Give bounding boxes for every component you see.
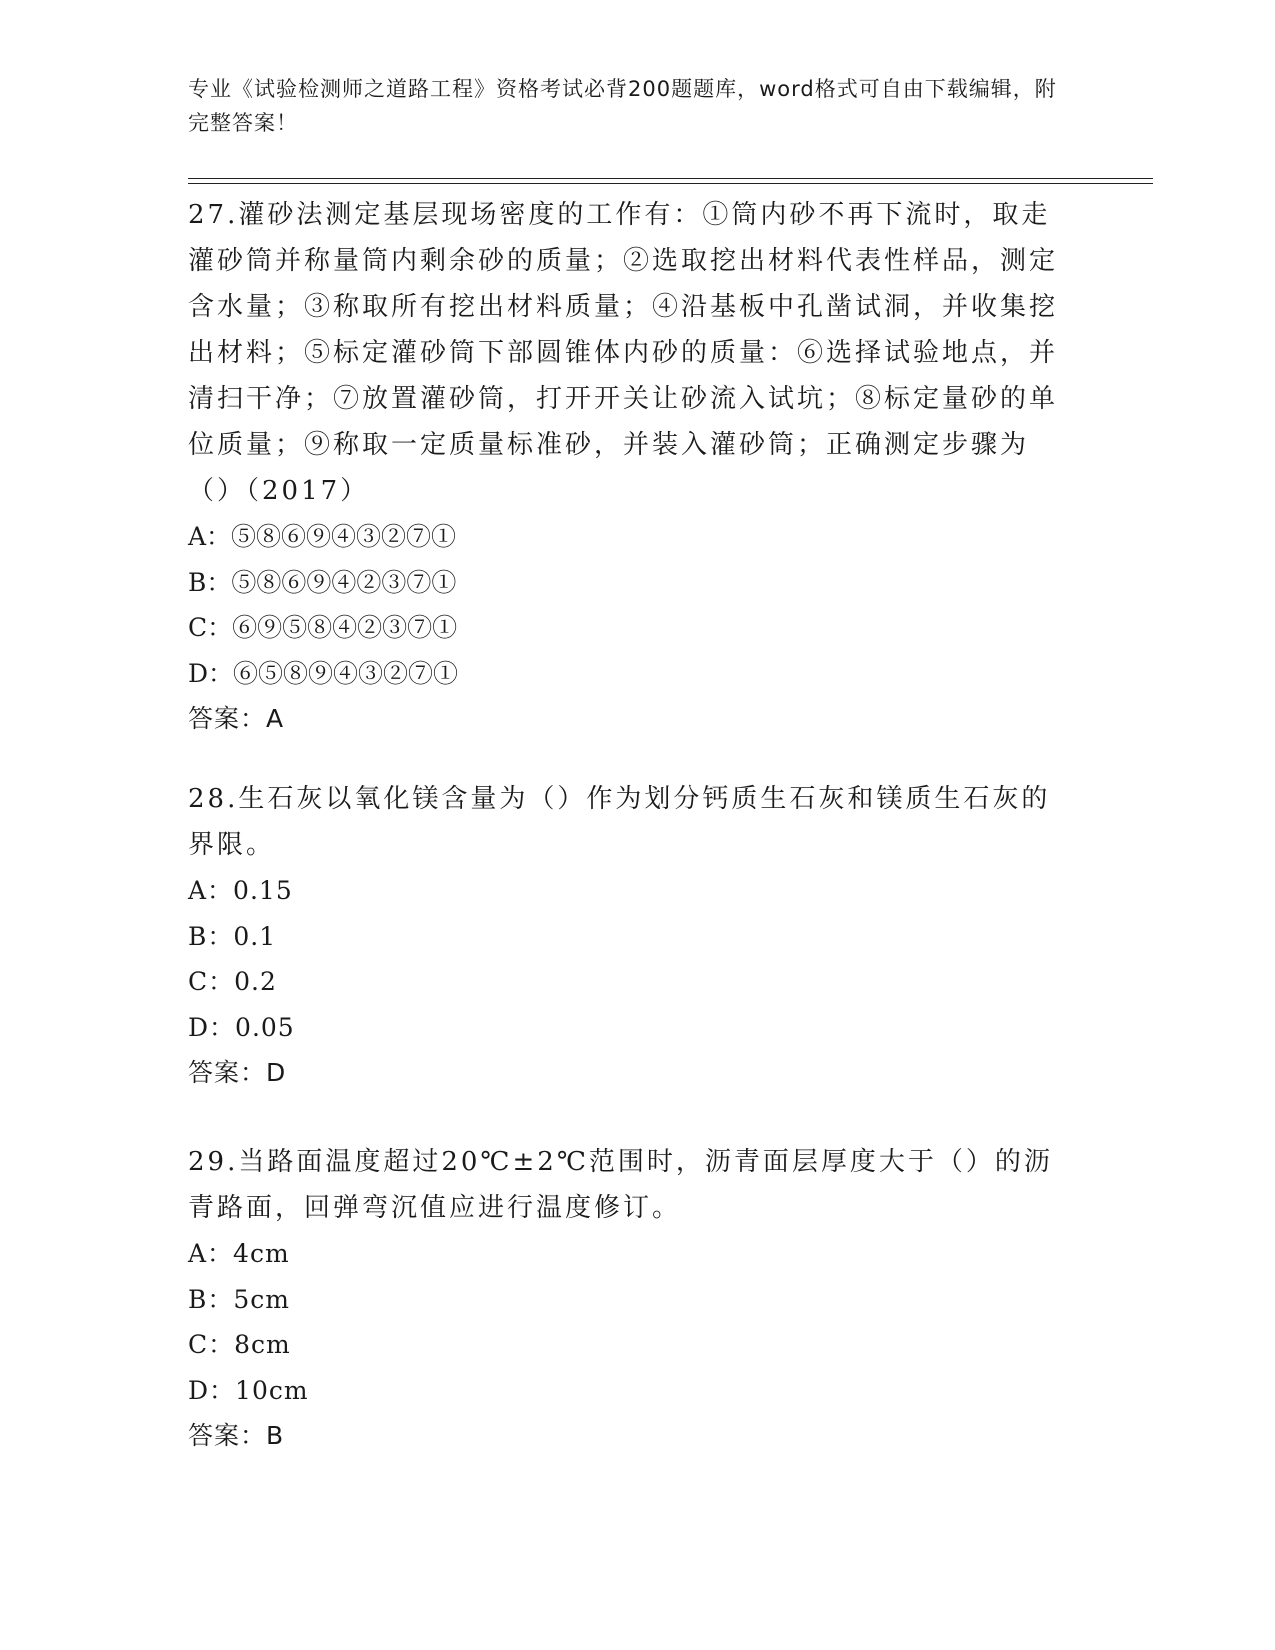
question-stem: 29.当路面温度超过20℃±2℃范围时，沥青面层厚度大于（）的沥青路面，回弹弯沉值应进行温度修订。 xyxy=(188,1147,1053,1223)
question-stem: 27.灌砂法测定基层现场密度的工作有：①筒内砂不再下流时，取走灌砂筒并称量筒内剩余砂的质量；②选取挖出材料代表性样品，测定含水量；③称取所有挖出材料质量；④沿基板中孔凿试洞，并收集挖出材料；⑤标定灌砂筒下部圆锥体内砂的质量：⑥选择试验地点，并清扫干净；⑦放置灌砂筒，打开开关让砂流入试坑；⑧标定量砂的单位质量；⑨称取一定质量标准砂，并装入灌砂筒；正确测定步骤为（）（2017） xyxy=(188,200,1059,506)
question-27 xyxy=(188,192,1078,741)
question-28 xyxy=(188,776,1078,1095)
header-divider-top xyxy=(188,178,1153,179)
option-a: A：4cm xyxy=(188,1239,290,1268)
option-d: D：10cm xyxy=(188,1375,309,1405)
option-b: B：0.1 xyxy=(188,921,277,951)
question-stem: 28.生石灰以氧化镁含量为（）作为划分钙质生石灰和镁质生石灰的界限。 xyxy=(188,784,1051,860)
option-d: D：0.05 xyxy=(188,1012,295,1042)
option-b: B：⑤⑧⑥⑨④②③⑦① xyxy=(188,567,457,597)
option-c: C：0.2 xyxy=(188,967,277,996)
answer-line: 答案：A xyxy=(188,704,285,733)
option-a: A：⑤⑧⑥⑨④③②⑦① xyxy=(188,522,457,551)
option-d: D：⑥⑤⑧⑨④③②⑦① xyxy=(188,658,459,688)
question-29 xyxy=(188,1139,1078,1458)
header-divider-bottom xyxy=(188,183,1153,184)
answer-line: 答案：B xyxy=(188,1421,285,1450)
option-b: B：5cm xyxy=(188,1284,290,1314)
option-c: C：8cm xyxy=(188,1330,291,1359)
option-c: C：⑥⑨⑤⑧④②③⑦① xyxy=(188,613,458,642)
document-header: 专业《试验检测师之道路工程》资格考试必背200题题库，word格式可自由下载编辑，附完整答案！ xyxy=(188,77,1057,135)
answer-line: 答案：D xyxy=(188,1058,287,1087)
option-a: A：0.15 xyxy=(188,876,293,905)
